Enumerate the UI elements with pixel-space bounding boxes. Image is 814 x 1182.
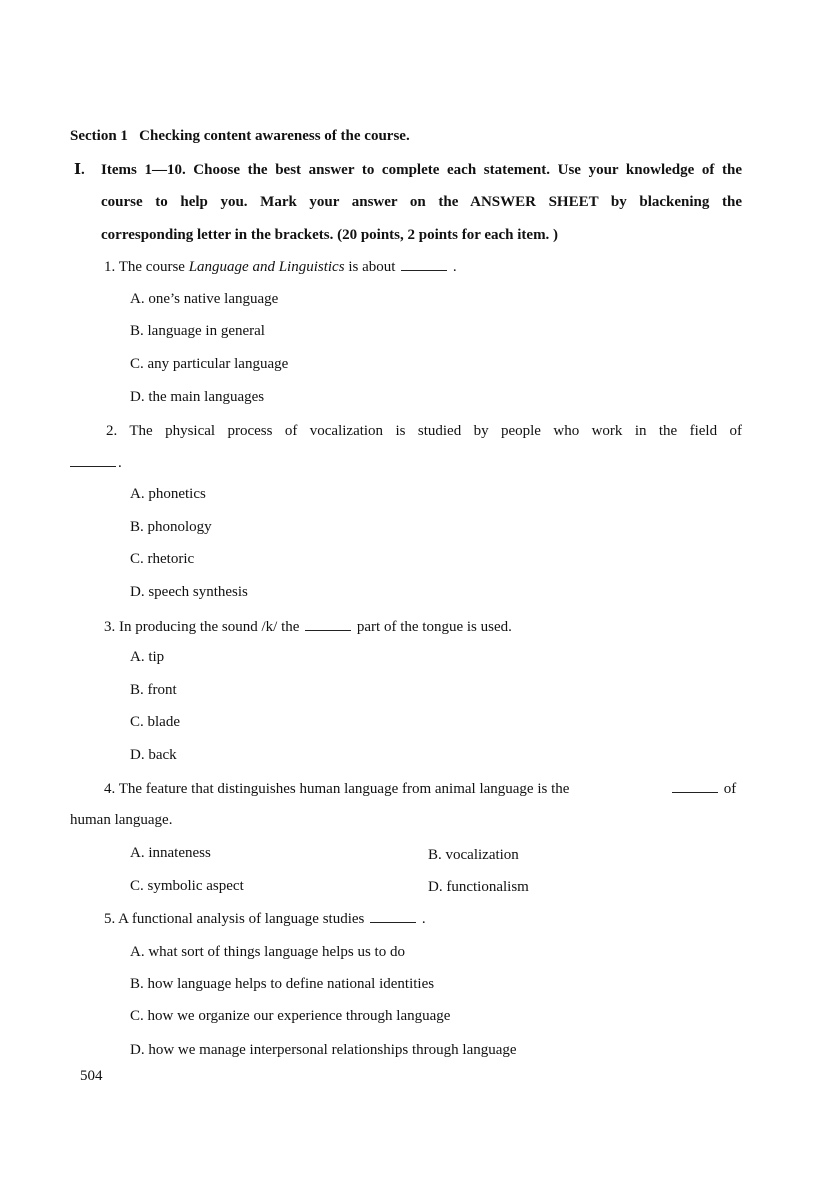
question-2-end: . (118, 455, 122, 471)
q3-option-a: A. tip (130, 649, 165, 665)
question-4-blank-group (670, 779, 736, 799)
q4-option-a: A. innateness (130, 845, 211, 861)
question-4-stem (104, 779, 569, 799)
q2-option-c: C. rhetoric (130, 551, 195, 567)
q1-option-d: D. the main languages (130, 389, 265, 405)
answer-blank (401, 258, 447, 271)
question-2-stem-line-2 (70, 453, 122, 473)
question-5-text: 5. A functional analysis of language studies (104, 911, 365, 927)
question-1-text-after: is about (344, 259, 396, 275)
question-2-stem: 2. The physical process of vocalization is studied by people who work in the field of (106, 423, 742, 439)
answer-blank (305, 618, 351, 631)
answer-blank (370, 910, 416, 923)
section-heading (70, 126, 410, 146)
part-numeral: Ⅰ. (74, 162, 85, 178)
q4-option-b: B. vocalization (428, 847, 519, 863)
instructions-line-1: Items 1—10. Choose the best answer to complete each statement. Use your knowledge of the (101, 162, 742, 178)
q5-option-d: D. how we manage interpersonal relationships through language (130, 1042, 517, 1058)
q5-option-b: B. how language helps to define national identities (130, 976, 435, 992)
q2-option-b: B. phonology (130, 519, 212, 535)
question-3-text: 3. In producing the sound /k/ the (104, 619, 300, 635)
q3-option-d: D. back (130, 747, 177, 763)
q2-option-a: A. phonetics (130, 486, 206, 502)
q1-option-a: A. one’s native language (130, 291, 279, 307)
question-3-stem (104, 617, 512, 637)
question-4-text: 4. The feature that distinguishes human language from animal language is the (104, 781, 570, 797)
question-4-stem-line-2: human language. (70, 812, 173, 828)
q3-option-c: C. blade (130, 714, 180, 730)
question-1-end: . (452, 259, 457, 275)
question-1-text: 1. The course (104, 259, 189, 275)
question-1-stem (104, 257, 457, 277)
q3-option-b: B. front (130, 682, 177, 698)
instructions-line-2: course to help you. Mark your answer on the ANSWER SHEET by blackening the (101, 194, 742, 210)
answer-blank (70, 454, 116, 467)
q4-option-d: D. functionalism (428, 879, 529, 895)
question-1-course-title: Language and Linguistics (188, 259, 345, 275)
q2-option-d: D. speech synthesis (130, 584, 248, 600)
question-3-text-after: part of the tongue is used. (356, 619, 512, 635)
q1-option-c: C. any particular language (130, 356, 289, 372)
section-label: Section 1 (70, 128, 128, 144)
question-4-text-end: of (723, 781, 737, 797)
section-title: Checking content awareness of the course. (139, 128, 410, 144)
instructions-line-3: corresponding letter in the brackets. (20 points, 2 points for each item. ) (101, 227, 559, 243)
q5-option-c: C. how we organize our experience through language (130, 1008, 451, 1024)
page-number: 504 (80, 1068, 103, 1084)
question-5-stem (104, 909, 426, 929)
q1-option-b: B. language in general (130, 323, 265, 339)
question-5-end: . (421, 911, 426, 927)
q4-option-c: C. symbolic aspect (130, 878, 244, 894)
answer-blank (672, 780, 718, 793)
q5-option-a: A. what sort of things language helps us to do (130, 944, 405, 960)
